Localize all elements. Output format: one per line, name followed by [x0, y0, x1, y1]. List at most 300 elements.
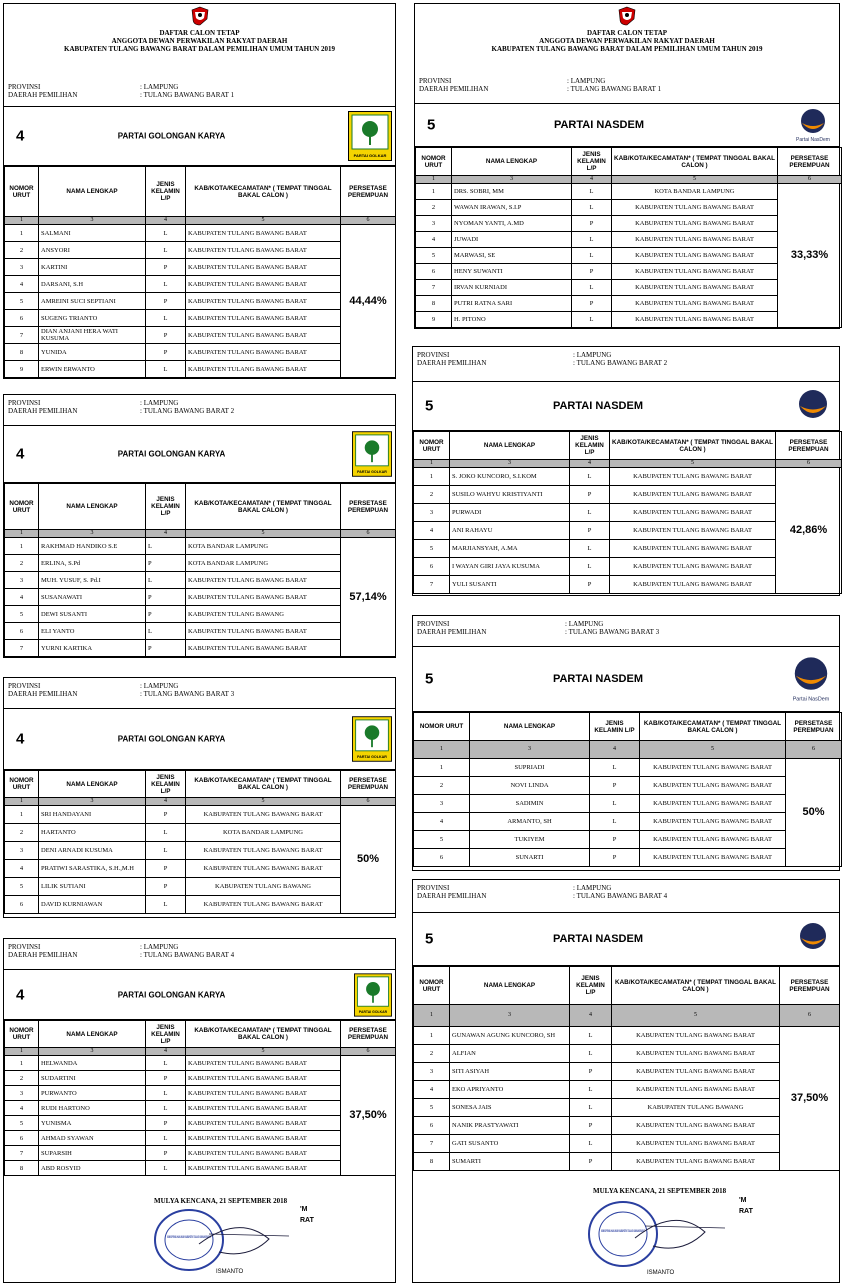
row-nama: ANI RAHAYU: [450, 522, 570, 540]
row-kab: KABUPATEN TULANG BAWANG BARAT: [186, 860, 341, 878]
row-no: 7: [414, 1135, 450, 1153]
col-kab: KAB/KOTA/KECAMATAN* ( TEMPAT TINGGAL BAKAL CALON ): [610, 432, 776, 460]
row-no: 6: [5, 623, 39, 640]
row-no: 3: [5, 1086, 39, 1101]
row-no: 5: [414, 540, 450, 558]
index-cell: 6: [341, 217, 396, 225]
row-jk: P: [146, 259, 186, 276]
index-cell: 4: [572, 176, 612, 184]
location-info: [4, 79, 395, 106]
index-cell: 1: [414, 460, 450, 468]
col-nama: NAMA LENGKAP: [39, 484, 146, 530]
table-row: [5, 310, 396, 327]
percentage-value: 37,50%: [780, 1027, 840, 1171]
table-row: [5, 606, 396, 623]
kpu-emblem-icon: [191, 6, 209, 26]
row-nama: RAKHMAD HANDIKO S.E: [39, 538, 146, 555]
row-nama: SUNARTI: [470, 849, 590, 867]
index-row: [416, 176, 842, 184]
row-kab: KABUPATEN TULANG BAWANG BARAT: [612, 232, 778, 248]
row-kab: KABUPATEN TULANG BAWANG: [186, 606, 341, 623]
party-name: PARTAI NASDEM: [552, 400, 644, 412]
row-no: 7: [5, 640, 39, 657]
row-kab: KABUPATEN TULANG BAWANG BARAT: [186, 1101, 341, 1116]
index-cell: 5: [186, 798, 341, 806]
table-row: [414, 1081, 840, 1099]
provinsi-label: PROVINSI: [8, 399, 41, 407]
table-row: [5, 361, 396, 378]
row-nama: ERWIN ERWANTO: [39, 361, 146, 378]
row-jk: L: [146, 242, 186, 259]
row-no: 6: [5, 310, 39, 327]
row-no: 7: [416, 280, 452, 296]
row-kab: KABUPATEN TULANG BAWANG BARAT: [612, 264, 778, 280]
header-line1: DAFTAR CALON TETAP: [586, 29, 668, 37]
row-jk: P: [572, 264, 612, 280]
row-nama: ABD ROSYID: [39, 1161, 146, 1176]
row-jk: P: [146, 327, 186, 344]
col-jenis-kelamin: JENIS KELAMIN L/P: [146, 1021, 186, 1048]
nasdem-logo-icon: [790, 105, 836, 145]
index-cell: 3: [39, 798, 146, 806]
row-nama: SUPRIADI: [470, 759, 590, 777]
dapil-value: : TULANG BAWANG BARAT 1: [567, 85, 662, 93]
provinsi-value: : LAMPUNG: [140, 682, 179, 690]
row-jk: L: [146, 276, 186, 293]
index-cell: 4: [590, 741, 640, 759]
row-kab: KABUPATEN TULANG BAWANG BARAT: [186, 1116, 341, 1131]
row-jk: L: [570, 468, 610, 486]
col-persentase: PERSETASE PEREMPUAN: [341, 167, 396, 217]
row-no: 5: [414, 831, 470, 849]
row-jk: P: [146, 344, 186, 361]
row-nama: PRATIWI SARASTIKA, S.H.,M.H: [39, 860, 146, 878]
index-cell: 5: [186, 1048, 341, 1056]
row-jk: L: [590, 759, 640, 777]
row-no: 2: [5, 555, 39, 572]
row-jk: L: [570, 1081, 612, 1099]
table-row: [414, 813, 842, 831]
golkar-tbb3-panel: [3, 677, 396, 918]
table-row: [414, 468, 842, 486]
party-row: [413, 646, 839, 712]
provinsi-value: : LAMPUNG: [567, 77, 606, 85]
row-kab: KABUPATEN TULANG BAWANG BARAT: [186, 276, 341, 293]
party-row: [4, 106, 395, 166]
row-no: 6: [5, 1131, 39, 1146]
table-row: [5, 1131, 396, 1146]
kpu-emblem-icon: [618, 6, 636, 26]
row-nama: ARMANTO, SH: [470, 813, 590, 831]
index-cell: 1: [414, 1005, 450, 1027]
row-nama: I WAYAN GIRI JAYA KUSUMA: [450, 558, 570, 576]
party-name: PARTAI GOLONGAN KARYA: [117, 734, 226, 744]
row-no: 1: [5, 225, 39, 242]
table-row: [5, 1161, 396, 1176]
provinsi-value: : LAMPUNG: [573, 884, 612, 892]
row-nama: HARTANTO: [39, 824, 146, 842]
index-cell: 3: [450, 460, 570, 468]
index-row: [414, 1005, 840, 1027]
col-jenis-kelamin: JENIS KELAMIN L/P: [590, 713, 640, 741]
candidate-table: [4, 1020, 396, 1176]
row-jk: L: [590, 813, 640, 831]
percentage-value: 50%: [341, 806, 396, 914]
row-kab: KABUPATEN TULANG BAWANG BARAT: [186, 259, 341, 276]
table-row: [5, 1071, 396, 1086]
row-jk: P: [570, 1117, 612, 1135]
col-jenis-kelamin: JENIS KELAMIN L/P: [146, 484, 186, 530]
party-row: [4, 969, 395, 1020]
row-kab: KABUPATEN TULANG BAWANG BARAT: [186, 1131, 341, 1146]
location-info: [4, 939, 395, 969]
row-kab: KABUPATEN TULANG BAWANG BARAT: [640, 831, 786, 849]
row-no: 3: [5, 842, 39, 860]
index-cell: 3: [452, 176, 572, 184]
index-cell: 1: [414, 741, 470, 759]
location-info: [413, 616, 839, 646]
row-nama: DAVID KURNIAWAN: [39, 896, 146, 914]
signature-fragment-rat: RAT: [300, 1217, 314, 1224]
index-row: [414, 460, 842, 468]
table-row: [414, 1045, 840, 1063]
row-kab: KABUPATEN TULANG BAWANG: [612, 1099, 780, 1117]
table-row: [414, 777, 842, 795]
row-jk: L: [572, 248, 612, 264]
row-jk: L: [146, 1131, 186, 1146]
row-no: 1: [5, 1056, 39, 1071]
row-nama: NANIK PRASTYAWATI: [450, 1117, 570, 1135]
col-nomor: NOMOR URUT: [5, 167, 39, 217]
candidate-table: [413, 966, 840, 1171]
col-jenis-kelamin: JENIS KELAMIN L/P: [572, 148, 612, 176]
provinsi-label: PROVINSI: [417, 351, 450, 359]
nasdem-tbb2-panel: [412, 346, 840, 596]
row-nama: SUMARTI: [450, 1153, 570, 1171]
col-persentase: PERSETASE PEREMPUAN: [786, 713, 842, 741]
row-no: 8: [5, 344, 39, 361]
table-row: [5, 259, 396, 276]
provinsi-label: PROVINSI: [8, 682, 41, 690]
index-cell: 1: [5, 798, 39, 806]
row-nama: MARWASI, SE: [452, 248, 572, 264]
index-row: [5, 217, 396, 225]
col-jenis-kelamin: JENIS KELAMIN L/P: [570, 967, 612, 1005]
row-nama: DEWI SUSANTI: [39, 606, 146, 623]
nasdem-logo-icon: [790, 386, 836, 426]
provinsi-label: PROVINSI: [417, 884, 450, 892]
row-no: 4: [416, 232, 452, 248]
row-kab: KABUPATEN TULANG BAWANG BARAT: [612, 1081, 780, 1099]
col-nama: NAMA LENGKAP: [39, 1021, 146, 1048]
dapil-label: DAERAH PEMILIHAN: [8, 91, 78, 99]
row-kab: KABUPATEN TULANG BAWANG BARAT: [186, 1161, 341, 1176]
row-jk: L: [570, 504, 610, 522]
dapil-label: DAERAH PEMILIHAN: [419, 85, 489, 93]
provinsi-label: PROVINSI: [417, 620, 450, 628]
row-jk: L: [570, 1027, 612, 1045]
row-nama: DIAN ANJANI HERA WATI KUSUMA: [39, 327, 146, 344]
col-persentase: PERSETASE PEREMPUAN: [778, 148, 842, 176]
row-nama: YUNISMA: [39, 1116, 146, 1131]
row-kab: KABUPATEN TULANG BAWANG BARAT: [186, 589, 341, 606]
row-jk: L: [570, 1045, 612, 1063]
row-kab: KABUPATEN TULANG BAWANG BARAT: [612, 1117, 780, 1135]
row-kab: KABUPATEN TULANG BAWANG BARAT: [612, 1153, 780, 1171]
logo-text: PARTAI GOLKAR: [357, 470, 387, 475]
golkar-logo-icon: [348, 111, 392, 161]
signature-fragment-m: 'M: [739, 1197, 747, 1204]
row-no: 2: [414, 777, 470, 795]
document-header: [4, 6, 395, 79]
row-no: 1: [414, 1027, 450, 1045]
col-nomor: NOMOR URUT: [414, 432, 450, 460]
row-kab: KABUPATEN TULANG BAWANG BARAT: [186, 361, 341, 378]
index-cell: 1: [5, 217, 39, 225]
index-cell: 6: [341, 530, 396, 538]
row-kab: KABUPATEN TULANG BAWANG BARAT: [640, 759, 786, 777]
dapil-value: : TULANG BAWANG BARAT 1: [140, 91, 235, 99]
table-row: [5, 806, 396, 824]
row-kab: KABUPATEN TULANG BAWANG BARAT: [186, 623, 341, 640]
table-row: [5, 1116, 396, 1131]
row-kab: KABUPATEN TULANG BAWANG BARAT: [612, 1045, 780, 1063]
row-nama: SUGENG TRIANTO: [39, 310, 146, 327]
row-no: 1: [5, 806, 39, 824]
row-nama: IRVAN KURNIADI: [452, 280, 572, 296]
col-nama: NAMA LENGKAP: [39, 167, 146, 217]
row-no: 8: [416, 296, 452, 312]
percentage-value: 57,14%: [341, 538, 396, 657]
index-cell: 4: [146, 217, 186, 225]
row-nama: LILIK SUTIANI: [39, 878, 146, 896]
table-row: [414, 1117, 840, 1135]
row-no: 4: [5, 276, 39, 293]
index-cell: 4: [570, 1005, 612, 1027]
dapil-value: : TULANG BAWANG BARAT 3: [140, 690, 235, 698]
table-row: [5, 1101, 396, 1116]
row-nama: YUNIDA: [39, 344, 146, 361]
row-kab: KABUPATEN TULANG BAWANG BARAT: [610, 540, 776, 558]
col-nama: NAMA LENGKAP: [450, 432, 570, 460]
table-row: [5, 555, 396, 572]
row-jk: P: [146, 293, 186, 310]
header-line3: KABUPATEN TULANG BAWANG BARAT DALAM PEMILIHAN UMUM TAHUN 2019: [491, 45, 763, 53]
header-line2: ANGGOTA DEWAN PERWAKILAN RAKYAT DAERAH: [111, 37, 288, 45]
row-no: 3: [5, 572, 39, 589]
row-no: 6: [414, 558, 450, 576]
row-jk: L: [146, 572, 186, 589]
row-jk: P: [590, 831, 640, 849]
location-info: [415, 73, 839, 103]
row-jk: P: [590, 777, 640, 795]
row-no: 6: [414, 1117, 450, 1135]
row-jk: P: [146, 606, 186, 623]
dapil-label: DAERAH PEMILIHAN: [8, 951, 78, 959]
col-kab: KAB/KOTA/KECAMATAN* ( TEMPAT TINGGAL BAKAL CALON ): [186, 771, 341, 798]
row-nama: MARJIANSYAH, A.MA: [450, 540, 570, 558]
party-row: [4, 708, 395, 770]
row-nama: PURWADI: [450, 504, 570, 522]
index-row: [414, 741, 842, 759]
row-nama: PURWANTO: [39, 1086, 146, 1101]
table-row: [5, 860, 396, 878]
official-stamp-icon: [583, 1194, 733, 1270]
row-jk: P: [146, 589, 186, 606]
location-info: [4, 678, 395, 708]
row-jk: P: [570, 486, 610, 504]
party-name: PARTAI GOLONGAN KARYA: [117, 990, 226, 999]
row-no: 8: [5, 1161, 39, 1176]
col-nomor: NOMOR URUT: [414, 967, 450, 1005]
index-cell: 6: [778, 176, 842, 184]
index-row: [5, 530, 396, 538]
dapil-value: : TULANG BAWANG BARAT 4: [573, 892, 668, 900]
row-jk: P: [570, 522, 610, 540]
row-no: 5: [5, 293, 39, 310]
row-no: 8: [414, 1153, 450, 1171]
row-kab: KOTA BANDAR LAMPUNG: [186, 555, 341, 572]
row-kab: KABUPATEN TULANG BAWANG BARAT: [612, 248, 778, 264]
candidate-table: [4, 166, 396, 378]
row-nama: SONESA JAIS: [450, 1099, 570, 1117]
row-nama: JUWADI: [452, 232, 572, 248]
row-nama: ELI YANTO: [39, 623, 146, 640]
index-cell: 4: [570, 460, 610, 468]
table-row: [414, 795, 842, 813]
row-kab: KABUPATEN TULANG BAWANG BARAT: [186, 572, 341, 589]
index-cell: 3: [39, 1048, 146, 1056]
row-jk: P: [146, 555, 186, 572]
header-line2: ANGGOTA DEWAN PERWAKILAN RAKYAT DAERAH: [539, 37, 715, 45]
col-nama: NAMA LENGKAP: [450, 967, 570, 1005]
percentage-value: 50%: [786, 759, 842, 867]
row-nama: ALFIAN: [450, 1045, 570, 1063]
row-jk: L: [570, 540, 610, 558]
col-persentase: PERSETASE PEREMPUAN: [776, 432, 842, 460]
index-cell: 3: [39, 217, 146, 225]
location-info: [4, 395, 395, 425]
row-jk: P: [146, 878, 186, 896]
col-kab: KAB/KOTA/KECAMATAN* ( TEMPAT TINGGAL BAKAL CALON ): [612, 148, 778, 176]
row-no: 3: [414, 504, 450, 522]
document-header: [415, 6, 839, 73]
nasdem-logo-icon: [790, 917, 836, 961]
provinsi-value: : LAMPUNG: [573, 351, 612, 359]
row-no: 7: [5, 1146, 39, 1161]
row-no: 7: [5, 327, 39, 344]
row-jk: L: [146, 842, 186, 860]
official-stamp-icon: [149, 1204, 299, 1274]
party-name: PARTAI NASDEM: [553, 119, 645, 131]
row-nama: H. PITONO: [452, 312, 572, 328]
row-jk: L: [572, 184, 612, 200]
col-nama: NAMA LENGKAP: [452, 148, 572, 176]
index-cell: 5: [610, 460, 776, 468]
index-cell: 3: [470, 741, 590, 759]
index-cell: 5: [612, 176, 778, 184]
table-row: [5, 344, 396, 361]
signature-place-date: MULYA KENCANA, 21 SEPTEMBER 2018: [593, 1187, 727, 1195]
party-name: PARTAI GOLONGAN KARYA: [117, 131, 226, 141]
index-cell: 5: [186, 530, 341, 538]
row-no: 1: [416, 184, 452, 200]
col-nama: NAMA LENGKAP: [39, 771, 146, 798]
row-no: 2: [414, 1045, 450, 1063]
row-kab: KABUPATEN TULANG BAWANG BARAT: [186, 896, 341, 914]
index-row: [5, 1048, 396, 1056]
row-nama: EKO APRIYANTO: [450, 1081, 570, 1099]
row-no: 4: [414, 1081, 450, 1099]
table-row: [414, 1063, 840, 1081]
row-jk: P: [146, 640, 186, 657]
table-row: [414, 1153, 840, 1171]
row-kab: KABUPATEN TULANG BAWANG BARAT: [610, 468, 776, 486]
row-no: 5: [416, 248, 452, 264]
table-row: [5, 623, 396, 640]
index-cell: 4: [146, 1048, 186, 1056]
row-nama: DARSANI, S.H: [39, 276, 146, 293]
party-number: 5: [427, 116, 436, 134]
golkar-logo-icon: [352, 431, 392, 477]
row-nama: SUSANAWATI: [39, 589, 146, 606]
location-info: [413, 347, 839, 381]
header-line3: KABUPATEN TULANG BAWANG BARAT DALAM PEMILIHAN UMUM TAHUN 2019: [64, 45, 335, 53]
row-nama: NOVI LINDA: [470, 777, 590, 795]
row-kab: KABUPATEN TULANG BAWANG BARAT: [640, 777, 786, 795]
row-no: 6: [414, 849, 470, 867]
row-no: 3: [414, 795, 470, 813]
row-nama: YURNI KARTIKA: [39, 640, 146, 657]
logo-text: Partai NasDem: [796, 137, 830, 143]
row-jk: P: [572, 296, 612, 312]
row-nama: DENI ARNADI KUSUMA: [39, 842, 146, 860]
row-no: 9: [5, 361, 39, 378]
row-nama: MUH. YUSUF, S. Pd.I: [39, 572, 146, 589]
golkar-tbb1-panel: [3, 3, 396, 379]
row-jk: L: [146, 310, 186, 327]
table-row: [414, 1027, 840, 1045]
col-kab: KAB/KOTA/KECAMATAN* ( TEMPAT TINGGAL BAKAL CALON ): [640, 713, 786, 741]
row-kab: KABUPATEN TULANG BAWANG BARAT: [612, 1027, 780, 1045]
row-nama: HENY SUWANTI: [452, 264, 572, 280]
row-kab: KABUPATEN TULANG BAWANG: [186, 878, 341, 896]
row-kab: KOTA BANDAR LAMPUNG: [612, 184, 778, 200]
row-nama: S. JOKO KUNCORO, S.I.KOM: [450, 468, 570, 486]
row-no: 6: [416, 264, 452, 280]
row-jk: P: [572, 216, 612, 232]
table-row: [414, 849, 842, 867]
row-kab: KABUPATEN TULANG BAWANG BARAT: [610, 504, 776, 522]
row-nama: TUKIYEM: [470, 831, 590, 849]
row-jk: P: [146, 1071, 186, 1086]
row-jk: L: [570, 558, 610, 576]
provinsi-value: : LAMPUNG: [140, 943, 179, 951]
row-no: 2: [5, 1071, 39, 1086]
signatory-name: ISMANTO: [647, 1270, 675, 1276]
row-kab: KABUPATEN TULANG BAWANG BARAT: [186, 806, 341, 824]
row-no: 7: [414, 576, 450, 594]
index-cell: 5: [640, 741, 786, 759]
party-number: 5: [425, 397, 434, 415]
col-nomor: NOMOR URUT: [5, 1021, 39, 1048]
row-no: 2: [416, 200, 452, 216]
row-jk: P: [590, 849, 640, 867]
row-no: 9: [416, 312, 452, 328]
table-row: [5, 896, 396, 914]
row-kab: KOTA BANDAR LAMPUNG: [186, 824, 341, 842]
row-jk: L: [146, 824, 186, 842]
